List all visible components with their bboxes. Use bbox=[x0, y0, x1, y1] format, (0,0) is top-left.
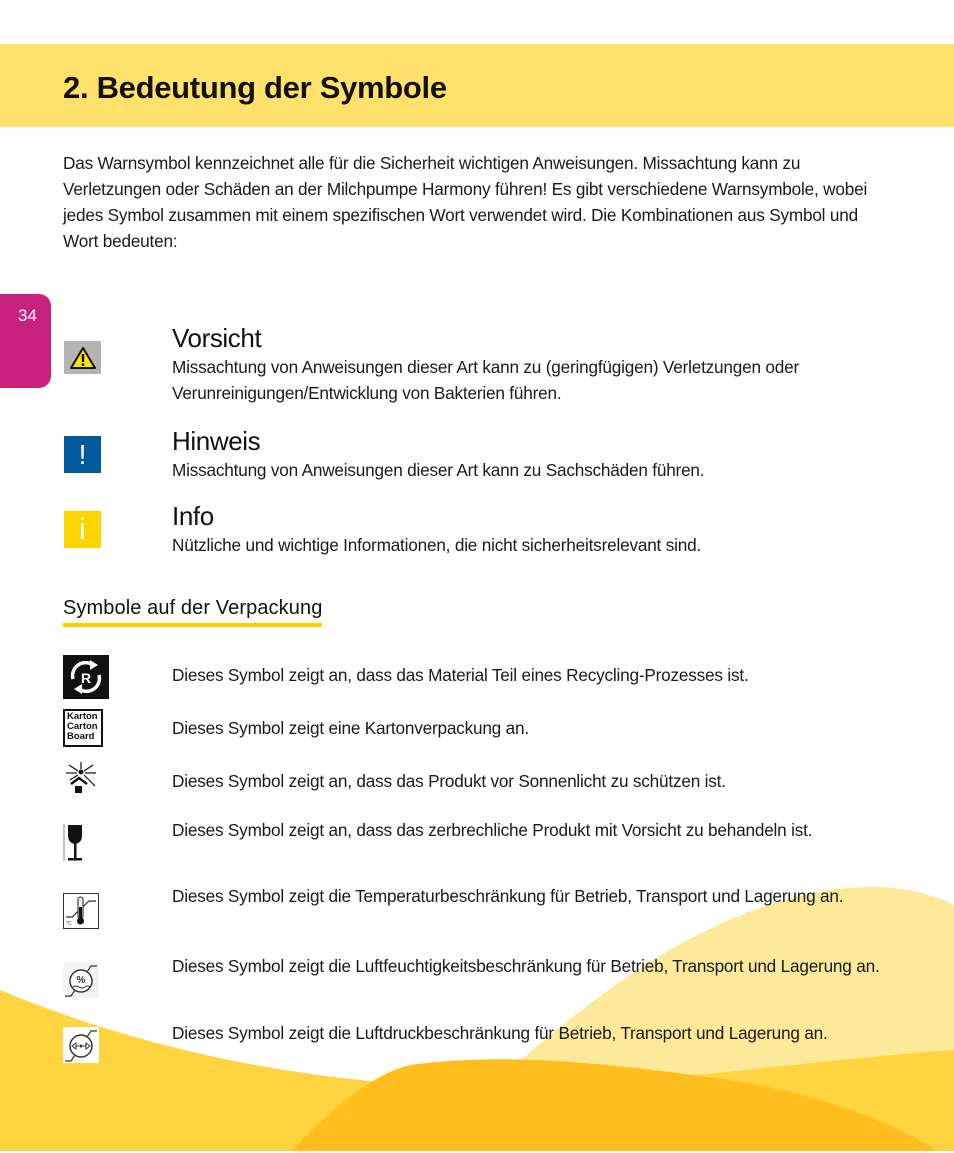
recycling-icon bbox=[63, 655, 109, 704]
svg-text:R: R bbox=[80, 670, 92, 686]
packaging-text-recycling: Dieses Symbol zeigt an, dass das Material Teil eines Recycling-Prozesses ist. bbox=[172, 665, 749, 685]
keep-away-from-sunlight-icon bbox=[63, 762, 99, 801]
exclamation-icon bbox=[64, 436, 101, 473]
carton-icon bbox=[63, 709, 103, 747]
page-title: 2. Bedeutung der Symbole bbox=[63, 70, 447, 105]
packaging-text-carton: Dieses Symbol zeigt eine Kartonverpackung an. bbox=[172, 718, 529, 738]
humidity-limit-icon bbox=[63, 962, 99, 1003]
page-number: 34 bbox=[18, 306, 37, 325]
carton-label-line: Board bbox=[67, 731, 95, 742]
warning-title-info: Info bbox=[172, 501, 214, 531]
info-icon bbox=[64, 511, 101, 548]
packaging-text-temperature: Dieses Symbol zeigt die Temperaturbeschränkung für Betrieb, Transport und Lagerung an. bbox=[172, 886, 844, 906]
warning-description-info: Nützliche und wichtige Informationen, die nicht sicherheitsrelevant sind. bbox=[172, 535, 702, 555]
warning-title-hinweis: Hinweis bbox=[172, 426, 261, 456]
temperature-limit-icon bbox=[63, 893, 99, 934]
carton-label-line: Karton bbox=[67, 711, 98, 722]
warning-description-vorsicht: Missachtung von Anweisungen dieser Art kann zu (geringfügigen) Verletzungen oder Verunreinigungen/Entwicklung von Bakterien führen. bbox=[172, 357, 800, 403]
packaging-text-humidity: Dieses Symbol zeigt die Luftfeuchtigkeitsbeschränkung für Betrieb, Transport und Lagerung an. bbox=[172, 956, 880, 976]
exclamation-glyph: ! bbox=[78, 438, 87, 470]
warning-description-hinweis: Missachtung von Anweisungen dieser Art kann zu Sachschäden führen. bbox=[172, 460, 705, 480]
packaging-text-fragile: Dieses Symbol zeigt an, dass das zerbrechliche Produkt mit Vorsicht zu behandeln ist. bbox=[172, 820, 813, 840]
intro-paragraph: Das Warnsymbol kennzeichnet alle für die Sicherheit wichtigen Anweisungen. Missachtung kann zu Verletzungen oder Schäden an der Milchpumpe Harmony führen! Es gibt verschiedene Warnsymbole, wobei jedes Symbol zusammen mit einem spezifischen Wort verwendet wird. Die Kombinationen aus Symbol und Wort bedeuten: bbox=[63, 153, 868, 251]
svg-text:°C: °C bbox=[66, 921, 72, 927]
page-number-tab bbox=[0, 294, 51, 388]
packaging-text-pressure: Dieses Symbol zeigt die Luftdruckbeschränkung für Betrieb, Transport und Lagerung an. bbox=[172, 1023, 828, 1043]
pressure-limit-icon bbox=[63, 1027, 99, 1068]
info-glyph: i bbox=[79, 512, 86, 546]
packaging-section-heading: Symbole auf der Verpackung bbox=[63, 597, 322, 627]
packaging-text-sunlight: Dieses Symbol zeigt an, dass das Produkt vor Sonnenlicht zu schützen ist. bbox=[172, 771, 726, 791]
carton-label-line: Carton bbox=[67, 721, 98, 732]
fragile-glass-icon bbox=[63, 823, 89, 868]
warning-triangle-icon bbox=[64, 341, 101, 374]
warning-title-vorsicht: Vorsicht bbox=[172, 323, 262, 353]
svg-text:%: % bbox=[76, 975, 86, 986]
